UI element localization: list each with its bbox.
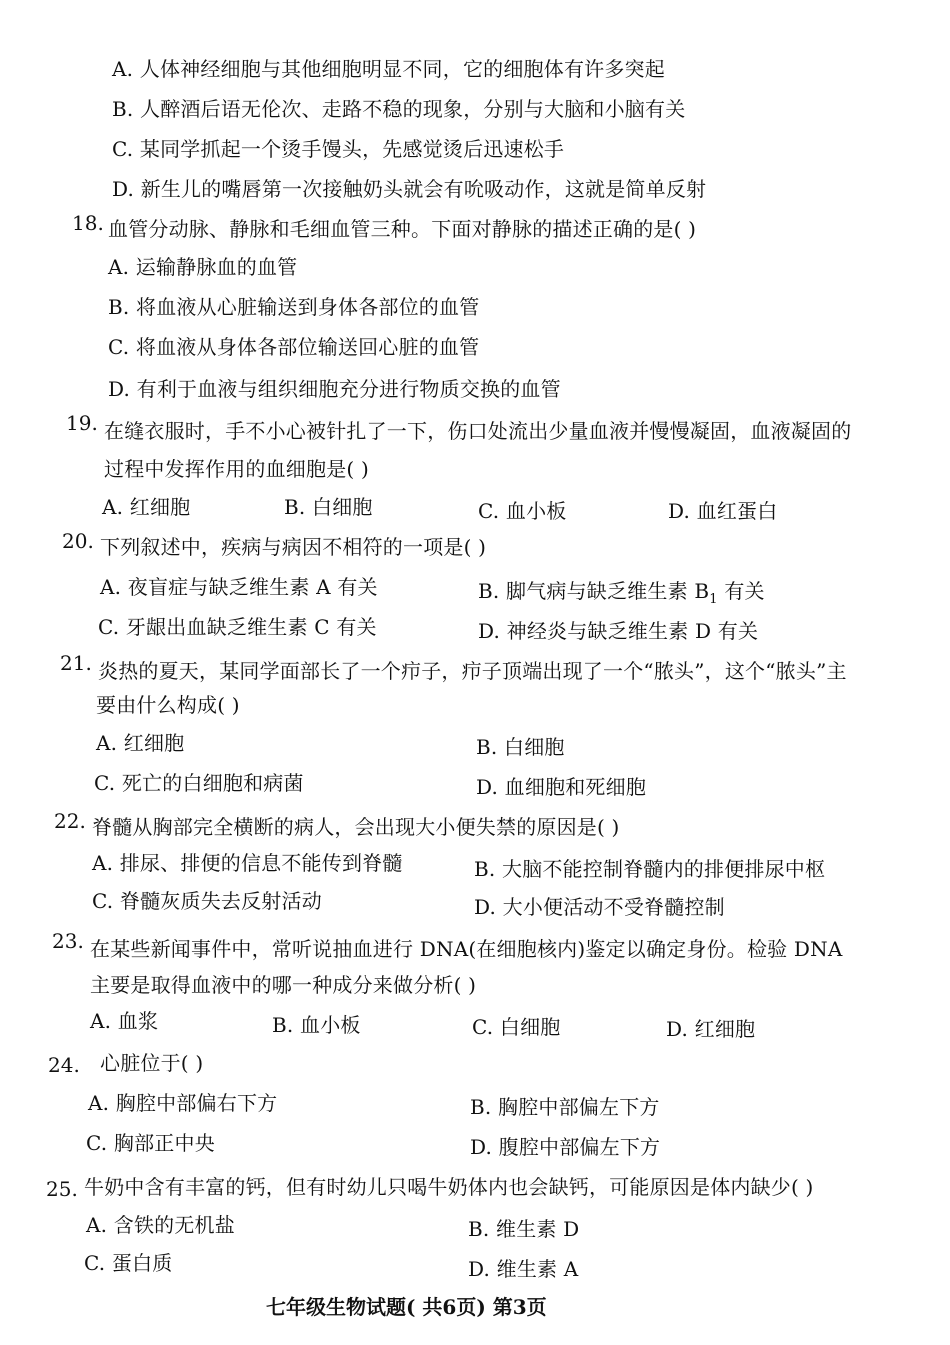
- q23-stem-line2: 主要是取得血液中的哪一种成分来做分析( ): [90, 973, 477, 997]
- q20-option-b-subscript: 1: [709, 592, 718, 607]
- q19-stem-line1: 在缝衣服时，手不小心被针扎了一下，伤口处流出少量血液并慢慢凝固，血液凝固的: [104, 419, 852, 443]
- q19-option-a: A. 红细胞: [102, 495, 191, 519]
- q25-option-b: B. 维生素 D: [468, 1217, 580, 1241]
- q21-option-d: D. 血细胞和死细胞: [476, 775, 647, 799]
- q21-option-a: A. 红细胞: [96, 731, 185, 755]
- q24-option-c: C. 胸部正中央: [86, 1131, 215, 1155]
- q24-option-d: D. 腹腔中部偏左下方: [470, 1135, 661, 1159]
- q17-option-c: C. 某同学抓起一个烫手馒头，先感觉烫后迅速松手: [112, 137, 565, 161]
- q21-option-b: B. 白细胞: [476, 735, 565, 759]
- q23-stem-line1: 在某些新闻事件中，常听说抽血进行 DNA(在细胞核内)鉴定以确定身份。检验 DNA: [90, 937, 843, 961]
- q20-option-b-text: B. 脚气病与缺乏维生素 B: [478, 579, 710, 603]
- q21-stem-line1: 炎热的夏天，某同学面部长了一个疖子，疖子顶端出现了一个“脓头”，这个“脓头”主: [98, 659, 847, 683]
- q21-stem-line2: 要由什么构成( ): [96, 693, 240, 717]
- q17-option-b: B. 人醉酒后语无伦次、走路不稳的现象，分别与大脑和小脑有关: [112, 97, 686, 121]
- q24-stem: 心脏位于( ): [100, 1051, 204, 1075]
- q22-option-b: B. 大脑不能控制脊髓内的排便排尿中枢: [474, 857, 826, 881]
- q18-option-c: C. 将血液从身体各部位输送回心脏的血管: [108, 335, 480, 359]
- q25-number: 25.: [46, 1177, 78, 1201]
- q20-option-c: C. 牙龈出血缺乏维生素 C 有关: [98, 615, 377, 639]
- q19-option-d: D. 血红蛋白: [668, 499, 778, 523]
- q22-number: 22.: [54, 809, 86, 833]
- q24-number: 24.: [48, 1053, 80, 1077]
- q18-option-a: A. 运输静脉血的血管: [108, 255, 298, 279]
- q24-option-a: A. 胸腔中部偏右下方: [88, 1091, 278, 1115]
- q17-option-d: D. 新生儿的嘴唇第一次接触奶头就会有吮吸动作，这就是简单反射: [112, 177, 707, 201]
- q25-stem: 牛奶中含有丰富的钙，但有时幼儿只喝牛奶体内也会缺钙，可能原因是体内缺少( ): [84, 1175, 814, 1199]
- q22-option-c: C. 脊髓灰质失去反射活动: [92, 889, 322, 913]
- q23-number: 23.: [52, 929, 84, 953]
- q22-option-d: D. 大小便活动不受脊髓控制: [474, 895, 725, 919]
- q20-option-b: [478, 578, 765, 613]
- q23-option-d: D. 红细胞: [666, 1017, 756, 1041]
- q21-option-c: C. 死亡的白细胞和病菌: [94, 771, 304, 795]
- q22-option-a: A. 排尿、排便的信息不能传到脊髓: [92, 851, 403, 875]
- q18-stem: 血管分动脉、静脉和毛细血管三种。下面对静脉的描述正确的是( ): [108, 217, 697, 241]
- q17-option-a: A. 人体神经细胞与其他细胞明显不同，它的细胞体有许多突起: [112, 57, 665, 81]
- q21-number: 21.: [60, 651, 92, 675]
- q20-option-a: A. 夜盲症与缺乏维生素 A 有关: [100, 575, 378, 599]
- q18-number: 18.: [72, 211, 104, 235]
- page-footer: 七年级生物试题( 共6页) 第3页: [266, 1295, 547, 1319]
- q18-option-b: B. 将血液从心脏输送到身体各部位的血管: [108, 295, 480, 319]
- q25-option-c: C. 蛋白质: [84, 1251, 173, 1275]
- q20-stem: 下列叙述中，疾病与病因不相符的一项是( ): [100, 535, 487, 559]
- q25-option-a: A. 含铁的无机盐: [86, 1213, 235, 1237]
- q24-stem-line: [86, 1050, 203, 1076]
- q23-option-a: A. 血浆: [90, 1009, 159, 1033]
- q20-option-d: D. 神经炎与缺乏维生素 D 有关: [478, 619, 759, 643]
- q20-option-b-suffix: 有关: [717, 579, 765, 603]
- q22-stem: 脊髓从胸部完全横断的病人，会出现大小便失禁的原因是( ): [92, 815, 620, 839]
- q19-option-c: C. 血小板: [478, 499, 567, 523]
- q25-option-d: D. 维生素 A: [468, 1257, 579, 1281]
- q19-number: 19.: [66, 411, 98, 435]
- q23-option-b: B. 血小板: [272, 1013, 361, 1037]
- q20-number: 20.: [62, 529, 94, 553]
- q19-option-b: B. 白细胞: [284, 495, 373, 519]
- q24-option-b: B. 胸腔中部偏左下方: [470, 1095, 660, 1119]
- q18-option-d: D. 有利于血液与组织细胞充分进行物质交换的血管: [108, 377, 561, 401]
- q19-stem-line2: 过程中发挥作用的血细胞是( ): [104, 457, 369, 481]
- q23-option-c: C. 白细胞: [472, 1015, 561, 1039]
